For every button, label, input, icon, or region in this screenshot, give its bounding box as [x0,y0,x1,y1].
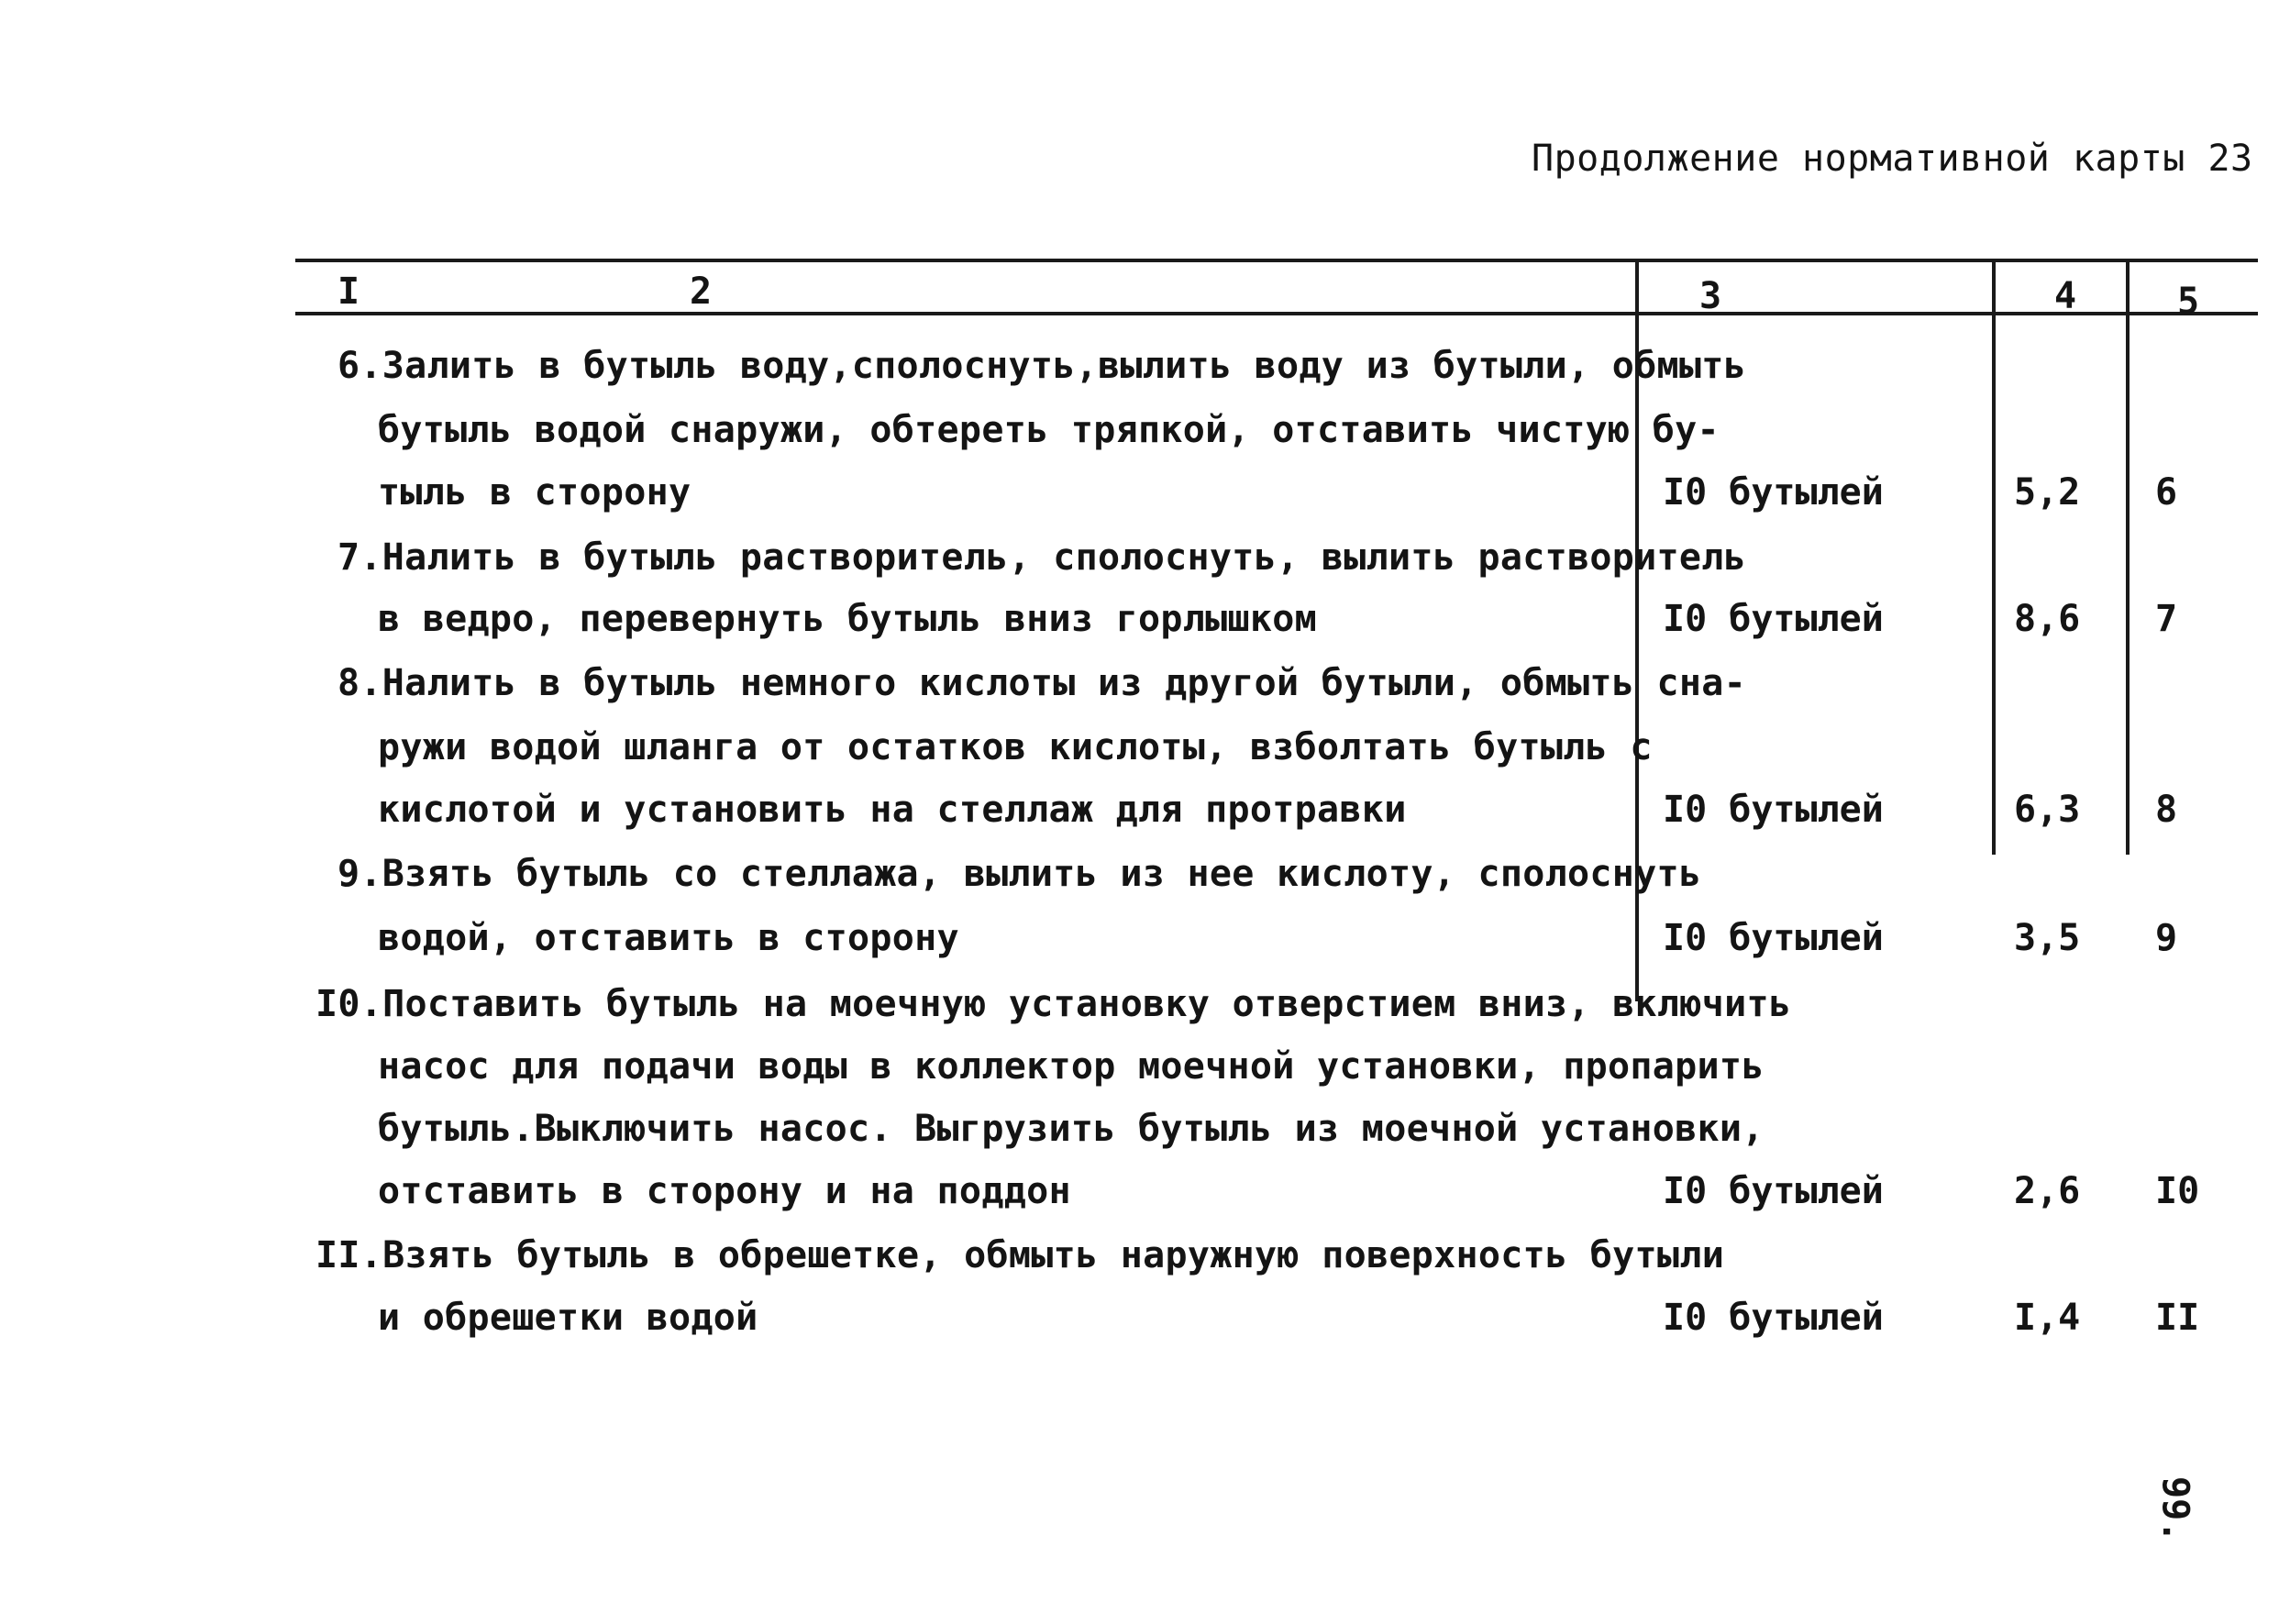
row-9-unit: I0 бутылей [1663,917,1884,959]
table-row-6-line-2: бутыль водой снаружи, обтереть тряпкой, отставить чистую бу- [378,409,1720,451]
table-row-9-line-2: водой, отставить в сторону [378,917,959,959]
row-11-time: I,4 [2014,1297,2081,1339]
row-text: Взять бутыль в обрешетке, обмыть наружную поверхность бутыли [382,1234,1725,1276]
row-number: 8. [337,662,382,704]
column-header-5: 5 [2177,281,2200,323]
row-8-ref: 8 [2155,789,2178,831]
row-9-ref: 9 [2155,917,2178,959]
table-row-7-line-1 [337,536,1746,579]
table-row-8-line-1 [337,662,1746,704]
table-top-rule [295,259,2258,262]
column-divider-3-4 [1992,259,1996,855]
table-row-11-line-1 [315,1234,1724,1276]
row-6-unit: I0 бутылей [1663,471,1884,514]
row-text: Поставить бутыль на моечную установку отверстием вниз, включить [382,983,1792,1025]
column-divider-4-5 [2126,259,2130,855]
table-row-9-line-1 [337,853,1701,895]
row-text: Залить в бутыль воду,сполоснуть,вылить воду из бутыли, обмыть [382,345,1747,387]
table-row-10-line-3: бутыль.Выключить насос. Выгрузить бутыль из моечной установки, [378,1108,1765,1150]
row-text: Налить в бутыль растворитель, сполоснуть, вылить растворитель [382,536,1747,579]
row-7-unit: I0 бутылей [1663,598,1884,640]
page-header: Продолжение нормативной карты 23 [1532,138,2253,180]
row-number: 7. [337,536,382,579]
column-header-1: I [337,271,360,313]
row-11-ref: II [2155,1297,2200,1339]
row-7-ref: 7 [2155,598,2178,640]
row-7-time: 8,6 [2014,598,2081,640]
row-10-unit: I0 бутылей [1663,1170,1884,1212]
table-row-10-line-1 [315,983,1791,1025]
row-6-time: 5,2 [2014,471,2081,514]
row-number: 9. [337,853,382,895]
column-header-3: 3 [1699,275,1722,317]
table-row-10-line-2: насос для подачи воды в коллектор моечной установки, пропарить [378,1045,1765,1088]
table-row-8-line-3: кислотой и установить на стеллаж для протравки [378,789,1407,831]
row-10-ref: I0 [2155,1170,2200,1212]
row-9-time: 3,5 [2014,917,2081,959]
row-8-time: 6,3 [2014,789,2081,831]
table-row-11-line-2: и обрешетки водой [378,1297,758,1339]
row-number: I0. [315,983,383,1025]
row-8-unit: I0 бутылей [1663,789,1884,831]
row-11-unit: I0 бутылей [1663,1297,1884,1339]
table-row-8-line-2: ружи водой шланга от остатков кислоты, взболтать бутыль с [378,726,1653,768]
table-row-6-line-3: тыль в сторону [378,471,691,514]
column-header-2: 2 [690,271,713,313]
row-number: II. [315,1234,383,1276]
table-header-rule [295,312,2258,315]
table-row-7-line-2: в ведро, перевернуть бутыль вниз горлышком [378,598,1318,640]
row-10-time: 2,6 [2014,1170,2081,1212]
row-text: Взять бутыль со стеллажа, вылить из нее кислоту, сполоснуть [382,853,1702,895]
table-row-6-line-1 [337,345,1746,387]
page-number: 99. [2154,1476,2196,1543]
row-6-ref: 6 [2155,471,2178,514]
table-row-10-line-4: отставить в сторону и на поддон [378,1170,1071,1212]
row-text: Налить в бутыль немного кислоты из другой бутыли, обмыть сна- [382,662,1747,704]
row-number: 6. [337,345,382,387]
column-header-4: 4 [2054,275,2077,317]
